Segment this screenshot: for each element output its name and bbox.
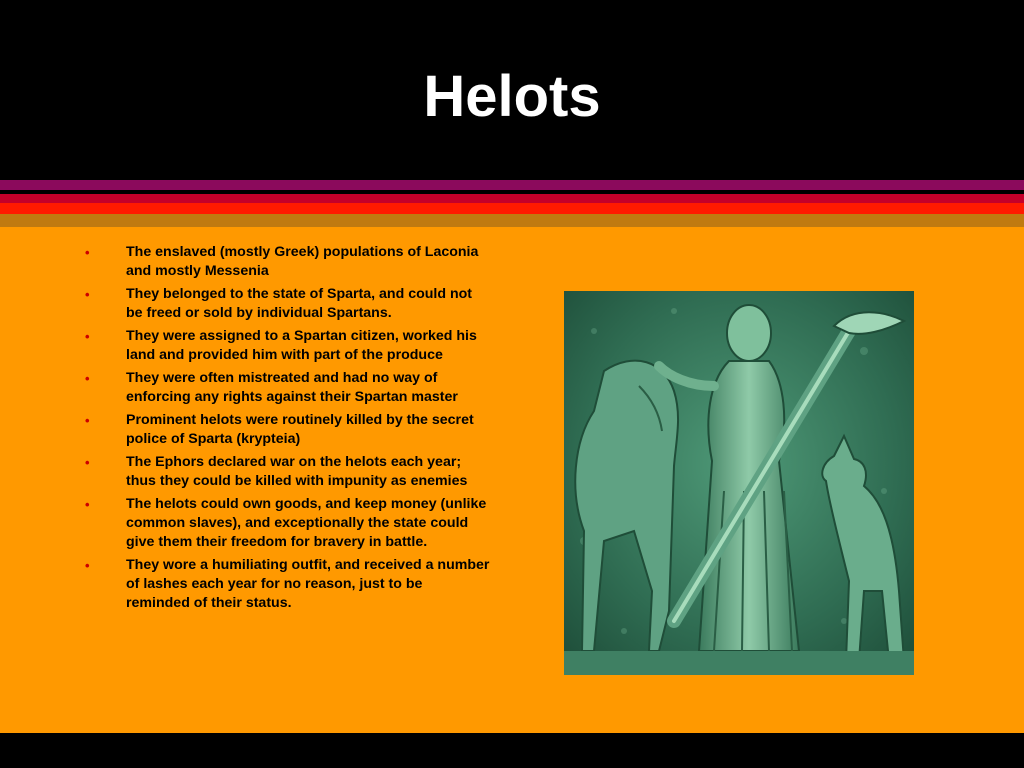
bullet-dot: • xyxy=(85,558,90,573)
bottom-bar xyxy=(0,733,1024,768)
bullet-list xyxy=(85,243,490,617)
bullet-text: The Ephors declared war on the helots each year; thus they could be killed with impunity as enemies xyxy=(126,454,468,489)
title-area xyxy=(0,0,1024,180)
slide-title: Helots xyxy=(423,64,601,129)
bullet-dot: • xyxy=(85,371,90,386)
bullet-dot: • xyxy=(85,413,90,428)
stripe-crimson xyxy=(0,194,1024,203)
bullet-text: Prominent helots were routinely killed by the secret police of Sparta (krypteia) xyxy=(126,412,474,447)
bullet-dot: • xyxy=(85,329,90,344)
bullet-item xyxy=(85,369,490,407)
bullet-dot: • xyxy=(85,455,90,470)
bullet-item xyxy=(85,556,490,613)
bullet-item xyxy=(85,495,490,552)
relief-image xyxy=(564,291,914,675)
bullet-text: They wore a humiliating outfit, and received a number of lashes each year for no reason, just to be reminded of their status. xyxy=(126,557,490,611)
bullet-item xyxy=(85,327,490,365)
bullet-item xyxy=(85,285,490,323)
bullet-text: They belonged to the state of Sparta, and could not be freed or sold by individual Spartans. xyxy=(126,286,473,321)
bullet-text: They were assigned to a Spartan citizen, worked his land and provided him with part of the produce xyxy=(126,328,477,363)
bullet-text: They were often mistreated and had no way of enforcing any rights against their Spartan master xyxy=(126,370,458,405)
relief-illustration xyxy=(564,291,914,675)
stripe-purple xyxy=(0,180,1024,190)
bullet-item xyxy=(85,243,490,281)
bullet-dot: • xyxy=(85,497,90,512)
bullet-text: The helots could own goods, and keep money (unlike common slaves), and exceptionally the state could give them their freedom for bravery in battle. xyxy=(126,496,487,550)
bullet-text: The enslaved (mostly Greek) populations of Laconia and mostly Messenia xyxy=(126,244,479,279)
bullet-item xyxy=(85,453,490,491)
stripe-ochre xyxy=(0,214,1024,227)
bullet-dot: • xyxy=(85,287,90,302)
bullet-dot: • xyxy=(85,245,90,260)
bullet-item xyxy=(85,411,490,449)
stripe-red xyxy=(0,203,1024,214)
